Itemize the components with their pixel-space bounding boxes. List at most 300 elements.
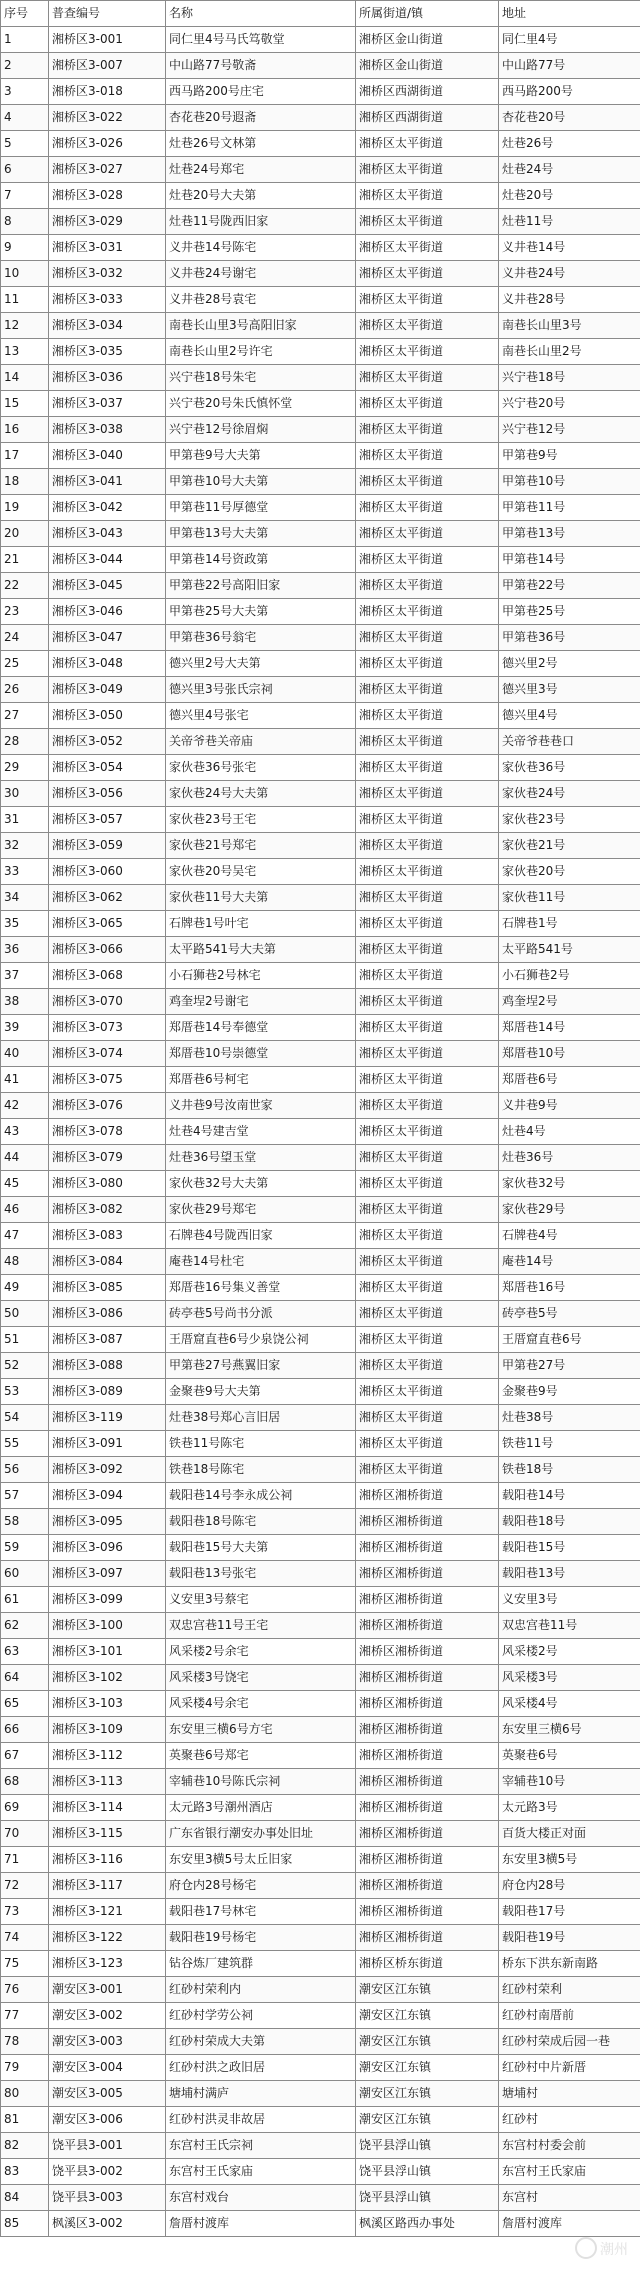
cell-index: 25	[1, 651, 49, 677]
watermark-text: 潮州	[600, 2242, 628, 2258]
cell-survey-id: 饶平县3-003	[49, 2185, 166, 2211]
cell-name: 金聚巷9号大夫第	[166, 1379, 356, 1405]
cell-index: 43	[1, 1119, 49, 1145]
table-row	[1, 1847, 640, 1873]
cell-address: 灶巷24号	[499, 157, 640, 183]
cell-index: 45	[1, 1171, 49, 1197]
table-row	[1, 157, 640, 183]
cell-name: 郑厝巷6号柯宅	[166, 1067, 356, 1093]
cell-name: 家伙巷32号大夫第	[166, 1171, 356, 1197]
cell-name: 载阳巷14号李永成公祠	[166, 1483, 356, 1509]
header-district: 所属街道/镇	[356, 1, 499, 27]
cell-survey-id: 湘桥区3-068	[49, 963, 166, 989]
cell-index: 39	[1, 1015, 49, 1041]
cell-index: 85	[1, 2211, 49, 2237]
cell-index: 69	[1, 1795, 49, 1821]
table-row	[1, 1665, 640, 1691]
cell-survey-id: 湘桥区3-045	[49, 573, 166, 599]
cell-district: 湘桥区太平街道	[356, 391, 499, 417]
cell-survey-id: 湘桥区3-046	[49, 599, 166, 625]
cell-address: 红砂村荣成后园一巷	[499, 2029, 640, 2055]
cell-district: 湘桥区太平街道	[356, 1249, 499, 1275]
cell-name: 德兴里4号张宅	[166, 703, 356, 729]
table-row	[1, 2133, 640, 2159]
cell-address: 南巷长山里2号	[499, 339, 640, 365]
cell-district: 湘桥区湘桥街道	[356, 1743, 499, 1769]
cell-survey-id: 潮安区3-003	[49, 2029, 166, 2055]
table-row	[1, 1431, 640, 1457]
cell-district: 湘桥区湘桥街道	[356, 1925, 499, 1951]
header-index: 序号	[1, 1, 49, 27]
cell-name: 灶巷26号文林第	[166, 131, 356, 157]
cell-survey-id: 湘桥区3-099	[49, 1587, 166, 1613]
cell-survey-id: 湘桥区3-026	[49, 131, 166, 157]
cell-district: 湘桥区太平街道	[356, 781, 499, 807]
table-row	[1, 807, 640, 833]
cell-survey-id: 湘桥区3-103	[49, 1691, 166, 1717]
cell-index: 47	[1, 1223, 49, 1249]
cell-name: 家伙巷24号大夫第	[166, 781, 356, 807]
cell-address: 中山路77号	[499, 53, 640, 79]
table-row	[1, 885, 640, 911]
cell-name: 南巷长山里2号许宅	[166, 339, 356, 365]
table-row	[1, 937, 640, 963]
cell-survey-id: 湘桥区3-038	[49, 417, 166, 443]
cell-name: 太元路3号潮州酒店	[166, 1795, 356, 1821]
cell-survey-id: 潮安区3-001	[49, 1977, 166, 2003]
cell-district: 湘桥区湘桥街道	[356, 1691, 499, 1717]
cell-name: 义井巷24号谢宅	[166, 261, 356, 287]
cell-index: 30	[1, 781, 49, 807]
cell-address: 塘埔村	[499, 2081, 640, 2107]
cell-index: 68	[1, 1769, 49, 1795]
cell-survey-id: 湘桥区3-062	[49, 885, 166, 911]
cell-district: 潮安区江东镇	[356, 2055, 499, 2081]
cell-survey-id: 饶平县3-001	[49, 2133, 166, 2159]
table-row	[1, 495, 640, 521]
cell-address: 府仓内28号	[499, 1873, 640, 1899]
cell-survey-id: 湘桥区3-057	[49, 807, 166, 833]
cell-district: 湘桥区太平街道	[356, 495, 499, 521]
cell-name: 广东省银行潮安办事处旧址	[166, 1821, 356, 1847]
cell-name: 载阳巷15号大夫第	[166, 1535, 356, 1561]
table-row	[1, 1795, 640, 1821]
cell-address: 甲第巷13号	[499, 521, 640, 547]
table-row	[1, 131, 640, 157]
table-row	[1, 1691, 640, 1717]
table-row	[1, 729, 640, 755]
cell-survey-id: 湘桥区3-097	[49, 1561, 166, 1587]
cell-name: 甲第巷36号翁宅	[166, 625, 356, 651]
table-row	[1, 209, 640, 235]
table-row	[1, 521, 640, 547]
cell-name: 德兴里2号大夫第	[166, 651, 356, 677]
table-row	[1, 1041, 640, 1067]
cell-district: 湘桥区湘桥街道	[356, 1873, 499, 1899]
cell-survey-id: 湘桥区3-065	[49, 911, 166, 937]
cell-address: 红砂村南厝前	[499, 2003, 640, 2029]
cell-address: 家伙巷20号	[499, 859, 640, 885]
table-row	[1, 1951, 640, 1977]
cell-district: 湘桥区太平街道	[356, 1041, 499, 1067]
cell-index: 26	[1, 677, 49, 703]
cell-district: 湘桥区太平街道	[356, 1301, 499, 1327]
cell-index: 12	[1, 313, 49, 339]
table-body	[1, 27, 640, 2237]
cell-index: 23	[1, 599, 49, 625]
cell-survey-id: 湘桥区3-041	[49, 469, 166, 495]
cell-district: 湘桥区太平街道	[356, 1223, 499, 1249]
cell-index: 17	[1, 443, 49, 469]
table-row	[1, 1821, 640, 1847]
cell-name: 家伙巷21号郑宅	[166, 833, 356, 859]
table-row	[1, 2211, 640, 2237]
cell-address: 家伙巷32号	[499, 1171, 640, 1197]
cell-index: 73	[1, 1899, 49, 1925]
cell-address: 东安里3横5号	[499, 1847, 640, 1873]
cell-address: 同仁里4号	[499, 27, 640, 53]
cell-district: 湘桥区太平街道	[356, 1119, 499, 1145]
table-row	[1, 2081, 640, 2107]
cell-district: 湘桥区太平街道	[356, 1457, 499, 1483]
cell-district: 湘桥区湘桥街道	[356, 1535, 499, 1561]
cell-name: 灶巷38号郑心言旧居	[166, 1405, 356, 1431]
cell-index: 31	[1, 807, 49, 833]
cell-index: 61	[1, 1587, 49, 1613]
table-row	[1, 79, 640, 105]
cell-address: 灶巷26号	[499, 131, 640, 157]
table-row	[1, 1873, 640, 1899]
table-row	[1, 2055, 640, 2081]
cell-name: 郑厝巷16号集义善堂	[166, 1275, 356, 1301]
cell-district: 湘桥区太平街道	[356, 131, 499, 157]
cell-survey-id: 饶平县3-002	[49, 2159, 166, 2185]
cell-district: 湘桥区太平街道	[356, 183, 499, 209]
cell-district: 湘桥区金山街道	[356, 27, 499, 53]
cell-name: 灶巷4号建吉堂	[166, 1119, 356, 1145]
cell-district: 湘桥区太平街道	[356, 1353, 499, 1379]
cell-district: 湘桥区湘桥街道	[356, 1821, 499, 1847]
cell-survey-id: 湘桥区3-117	[49, 1873, 166, 1899]
cell-survey-id: 湘桥区3-079	[49, 1145, 166, 1171]
cell-district: 湘桥区太平街道	[356, 729, 499, 755]
cell-address: 甲第巷27号	[499, 1353, 640, 1379]
cell-index: 13	[1, 339, 49, 365]
cell-name: 庵巷14号杜宅	[166, 1249, 356, 1275]
cell-address: 兴宁巷12号	[499, 417, 640, 443]
table-row	[1, 547, 640, 573]
cell-name: 甲第巷11号厚德堂	[166, 495, 356, 521]
cell-name: 甲第巷10号大夫第	[166, 469, 356, 495]
cell-index: 83	[1, 2159, 49, 2185]
cell-district: 湘桥区太平街道	[356, 1275, 499, 1301]
cell-name: 铁巷11号陈宅	[166, 1431, 356, 1457]
cell-address: 兴宁巷18号	[499, 365, 640, 391]
table-row	[1, 1977, 640, 2003]
cell-name: 杏花巷20号遐斋	[166, 105, 356, 131]
cell-name: 兴宁巷18号朱宅	[166, 365, 356, 391]
cell-address: 甲第巷11号	[499, 495, 640, 521]
table-row	[1, 1353, 640, 1379]
cell-survey-id: 湘桥区3-075	[49, 1067, 166, 1093]
cell-survey-id: 湘桥区3-070	[49, 989, 166, 1015]
cell-index: 76	[1, 1977, 49, 2003]
cell-index: 84	[1, 2185, 49, 2211]
cell-name: 郑厝巷14号奉德堂	[166, 1015, 356, 1041]
cell-district: 湘桥区西湖街道	[356, 79, 499, 105]
cell-address: 载阳巷18号	[499, 1509, 640, 1535]
cell-index: 8	[1, 209, 49, 235]
table-row	[1, 599, 640, 625]
cell-address: 载阳巷17号	[499, 1899, 640, 1925]
cell-index: 29	[1, 755, 49, 781]
cell-address: 东宫村	[499, 2185, 640, 2211]
cell-survey-id: 湘桥区3-091	[49, 1431, 166, 1457]
cell-address: 风采楼2号	[499, 1639, 640, 1665]
cell-district: 湘桥区太平街道	[356, 937, 499, 963]
cell-survey-id: 湘桥区3-032	[49, 261, 166, 287]
cell-name: 宰辅巷10号陈氏宗祠	[166, 1769, 356, 1795]
cell-index: 38	[1, 989, 49, 1015]
cell-district: 湘桥区太平街道	[356, 365, 499, 391]
cell-name: 府仓内28号杨宅	[166, 1873, 356, 1899]
table-row	[1, 53, 640, 79]
cell-name: 兴宁巷20号朱氏慎怀堂	[166, 391, 356, 417]
cell-index: 5	[1, 131, 49, 157]
cell-survey-id: 湘桥区3-109	[49, 1717, 166, 1743]
table-row	[1, 417, 640, 443]
cell-district: 湘桥区桥东街道	[356, 1951, 499, 1977]
cell-address: 家伙巷11号	[499, 885, 640, 911]
cell-district: 湘桥区太平街道	[356, 235, 499, 261]
cell-survey-id: 湘桥区3-044	[49, 547, 166, 573]
cell-address: 桥东下洪东新南路	[499, 1951, 640, 1977]
cell-index: 42	[1, 1093, 49, 1119]
cell-name: 风采楼2号余宅	[166, 1639, 356, 1665]
table-row	[1, 1275, 640, 1301]
cell-survey-id: 枫溪区3-002	[49, 2211, 166, 2237]
table-row	[1, 755, 640, 781]
cell-name: 红砂村洪灵非故居	[166, 2107, 356, 2133]
cell-index: 9	[1, 235, 49, 261]
cell-address: 灶巷11号	[499, 209, 640, 235]
cell-survey-id: 湘桥区3-112	[49, 1743, 166, 1769]
table-row	[1, 443, 640, 469]
cell-index: 27	[1, 703, 49, 729]
cell-survey-id: 湘桥区3-001	[49, 27, 166, 53]
cell-district: 湘桥区金山街道	[356, 53, 499, 79]
table-row	[1, 235, 640, 261]
cell-index: 24	[1, 625, 49, 651]
table-row	[1, 469, 640, 495]
cell-district: 湘桥区太平街道	[356, 989, 499, 1015]
cell-district: 湘桥区太平街道	[356, 859, 499, 885]
cell-survey-id: 潮安区3-004	[49, 2055, 166, 2081]
cell-address: 石牌巷1号	[499, 911, 640, 937]
cell-survey-id: 湘桥区3-027	[49, 157, 166, 183]
cell-address: 关帝爷巷巷口	[499, 729, 640, 755]
cell-address: 铁巷11号	[499, 1431, 640, 1457]
cell-name: 红砂村学劳公祠	[166, 2003, 356, 2029]
cell-district: 湘桥区太平街道	[356, 963, 499, 989]
cell-name: 东宫村戏台	[166, 2185, 356, 2211]
cell-index: 32	[1, 833, 49, 859]
cell-name: 关帝爷巷关帝庙	[166, 729, 356, 755]
cell-district: 湘桥区太平街道	[356, 807, 499, 833]
cell-district: 湘桥区太平街道	[356, 1145, 499, 1171]
cell-survey-id: 湘桥区3-049	[49, 677, 166, 703]
cell-address: 甲第巷22号	[499, 573, 640, 599]
cell-index: 63	[1, 1639, 49, 1665]
cell-index: 80	[1, 2081, 49, 2107]
cell-address: 东宫村村委会前	[499, 2133, 640, 2159]
header-row	[1, 1, 640, 27]
cell-district: 湘桥区湘桥街道	[356, 1769, 499, 1795]
cell-index: 6	[1, 157, 49, 183]
cell-index: 2	[1, 53, 49, 79]
cell-address: 庵巷14号	[499, 1249, 640, 1275]
table-row	[1, 287, 640, 313]
table-row	[1, 2185, 640, 2211]
cell-index: 65	[1, 1691, 49, 1717]
cell-name: 红砂村荣成大夫第	[166, 2029, 356, 2055]
cell-address: 家伙巷23号	[499, 807, 640, 833]
cell-address: 家伙巷21号	[499, 833, 640, 859]
cell-district: 湘桥区太平街道	[356, 287, 499, 313]
cell-address: 郑厝巷6号	[499, 1067, 640, 1093]
cell-survey-id: 湘桥区3-022	[49, 105, 166, 131]
cell-index: 59	[1, 1535, 49, 1561]
cell-survey-id: 湘桥区3-116	[49, 1847, 166, 1873]
cell-district: 枫溪区路西办事处	[356, 2211, 499, 2237]
cell-address: 载阳巷13号	[499, 1561, 640, 1587]
cell-index: 34	[1, 885, 49, 911]
cell-survey-id: 湘桥区3-087	[49, 1327, 166, 1353]
cell-address: 东宫村王氏家庙	[499, 2159, 640, 2185]
cell-survey-id: 湘桥区3-085	[49, 1275, 166, 1301]
cell-index: 16	[1, 417, 49, 443]
cell-survey-id: 湘桥区3-095	[49, 1509, 166, 1535]
cell-district: 湘桥区太平街道	[356, 417, 499, 443]
cell-index: 44	[1, 1145, 49, 1171]
cell-survey-id: 湘桥区3-082	[49, 1197, 166, 1223]
table-row	[1, 781, 640, 807]
cell-name: 同仁里4号马氏笃敬堂	[166, 27, 356, 53]
cell-index: 77	[1, 2003, 49, 2029]
cell-survey-id: 湘桥区3-100	[49, 1613, 166, 1639]
cell-index: 55	[1, 1431, 49, 1457]
table-row	[1, 963, 640, 989]
table-row	[1, 313, 640, 339]
cell-survey-id: 潮安区3-006	[49, 2107, 166, 2133]
table-row	[1, 625, 640, 651]
cell-survey-id: 湘桥区3-036	[49, 365, 166, 391]
cell-address: 郑厝巷14号	[499, 1015, 640, 1041]
cell-survey-id: 潮安区3-005	[49, 2081, 166, 2107]
cell-address: 德兴里4号	[499, 703, 640, 729]
table-row	[1, 703, 640, 729]
cell-district: 湘桥区太平街道	[356, 755, 499, 781]
table-row	[1, 1769, 640, 1795]
cell-survey-id: 湘桥区3-054	[49, 755, 166, 781]
table-row	[1, 651, 640, 677]
cell-district: 湘桥区太平街道	[356, 885, 499, 911]
cell-district: 湘桥区太平街道	[356, 1327, 499, 1353]
cell-district: 湘桥区太平街道	[356, 547, 499, 573]
table-row	[1, 1587, 640, 1613]
table-row	[1, 365, 640, 391]
cell-address: 王厝窟直巷6号	[499, 1327, 640, 1353]
cell-survey-id: 湘桥区3-119	[49, 1405, 166, 1431]
cell-survey-id: 湘桥区3-084	[49, 1249, 166, 1275]
cell-district: 湘桥区太平街道	[356, 209, 499, 235]
table-row	[1, 339, 640, 365]
cell-name: 甲第巷9号大夫第	[166, 443, 356, 469]
table-row	[1, 2029, 640, 2055]
cell-district: 潮安区江东镇	[356, 2003, 499, 2029]
cell-address: 德兴里2号	[499, 651, 640, 677]
cell-index: 48	[1, 1249, 49, 1275]
cell-district: 湘桥区太平街道	[356, 261, 499, 287]
cell-index: 35	[1, 911, 49, 937]
table-row	[1, 859, 640, 885]
cell-address: 宰辅巷10号	[499, 1769, 640, 1795]
table-row	[1, 1249, 640, 1275]
cell-district: 湘桥区湘桥街道	[356, 1587, 499, 1613]
cell-survey-id: 湘桥区3-018	[49, 79, 166, 105]
cell-survey-id: 湘桥区3-096	[49, 1535, 166, 1561]
table-row	[1, 1899, 640, 1925]
table-row	[1, 1561, 640, 1587]
cell-name: 南巷长山里3号高阳旧家	[166, 313, 356, 339]
cell-survey-id: 湘桥区3-035	[49, 339, 166, 365]
cell-index: 78	[1, 2029, 49, 2055]
cell-index: 10	[1, 261, 49, 287]
cell-district: 湘桥区湘桥街道	[356, 1717, 499, 1743]
cell-index: 64	[1, 1665, 49, 1691]
table-row	[1, 1613, 640, 1639]
cell-district: 潮安区江东镇	[356, 2107, 499, 2133]
cell-district: 湘桥区太平街道	[356, 1015, 499, 1041]
cell-address: 詹厝村渡库	[499, 2211, 640, 2237]
cell-index: 50	[1, 1301, 49, 1327]
cell-index: 7	[1, 183, 49, 209]
cell-survey-id: 湘桥区3-114	[49, 1795, 166, 1821]
table-row	[1, 1405, 640, 1431]
cell-district: 湘桥区太平街道	[356, 1067, 499, 1093]
cell-index: 28	[1, 729, 49, 755]
cell-index: 20	[1, 521, 49, 547]
table-row	[1, 2107, 640, 2133]
table-row	[1, 261, 640, 287]
cell-district: 湘桥区太平街道	[356, 313, 499, 339]
cell-district: 湘桥区太平街道	[356, 157, 499, 183]
cell-name: 红砂村洪之政旧居	[166, 2055, 356, 2081]
table-row	[1, 1639, 640, 1665]
cell-index: 15	[1, 391, 49, 417]
cell-survey-id: 湘桥区3-121	[49, 1899, 166, 1925]
cell-district: 湘桥区太平街道	[356, 625, 499, 651]
cell-name: 载阳巷17号林宅	[166, 1899, 356, 1925]
cell-name: 家伙巷36号张宅	[166, 755, 356, 781]
cell-index: 66	[1, 1717, 49, 1743]
table-row	[1, 1483, 640, 1509]
cell-district: 湘桥区湘桥街道	[356, 1509, 499, 1535]
table-row	[1, 1145, 640, 1171]
cell-address: 家伙巷36号	[499, 755, 640, 781]
cell-address: 义井巷14号	[499, 235, 640, 261]
cell-index: 21	[1, 547, 49, 573]
